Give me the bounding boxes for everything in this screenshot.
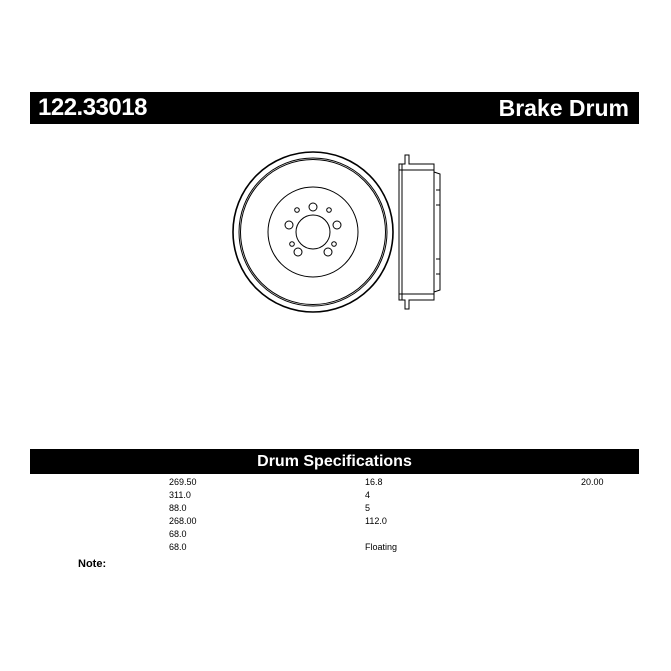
stud-hole xyxy=(309,203,317,211)
spec-value: 16.8 xyxy=(365,477,383,487)
spec-value: 20.00 xyxy=(581,477,604,487)
misc-hole xyxy=(295,208,300,213)
drum-outer-rim xyxy=(233,152,393,312)
part-number: 122.33018 xyxy=(38,94,147,121)
spec-value: 4 xyxy=(365,490,371,500)
drum-inner-rim xyxy=(239,158,387,306)
spec-value: 68.0 xyxy=(169,529,187,539)
drum-inner-rim-2 xyxy=(241,160,386,305)
spec-value: 68.0 xyxy=(169,542,187,552)
drum-front-view xyxy=(233,152,393,312)
stud-hole xyxy=(333,221,341,229)
specs-title-bar: Drum Specifications xyxy=(30,449,639,474)
spec-value: 269.50 xyxy=(169,477,197,487)
drum-hub-face xyxy=(268,187,358,277)
spec-value: 112.0 xyxy=(365,516,387,526)
product-name: Brake Drum xyxy=(498,95,629,121)
drum-side-view xyxy=(399,155,440,309)
spec-value: 88.0 xyxy=(169,503,187,513)
misc-hole xyxy=(332,242,337,247)
misc-hole xyxy=(290,242,295,247)
stud-hole xyxy=(294,248,302,256)
spec-value: 311.0 xyxy=(169,490,191,500)
stud-hole xyxy=(324,248,332,256)
stud-hole xyxy=(285,221,293,229)
hub-hole xyxy=(296,215,330,249)
spec-value: 268.00 xyxy=(169,516,197,526)
note-label: Note: xyxy=(78,558,107,570)
misc-hole xyxy=(327,208,332,213)
spec-value: Floating xyxy=(365,542,398,552)
spec-value: 5 xyxy=(365,503,371,513)
